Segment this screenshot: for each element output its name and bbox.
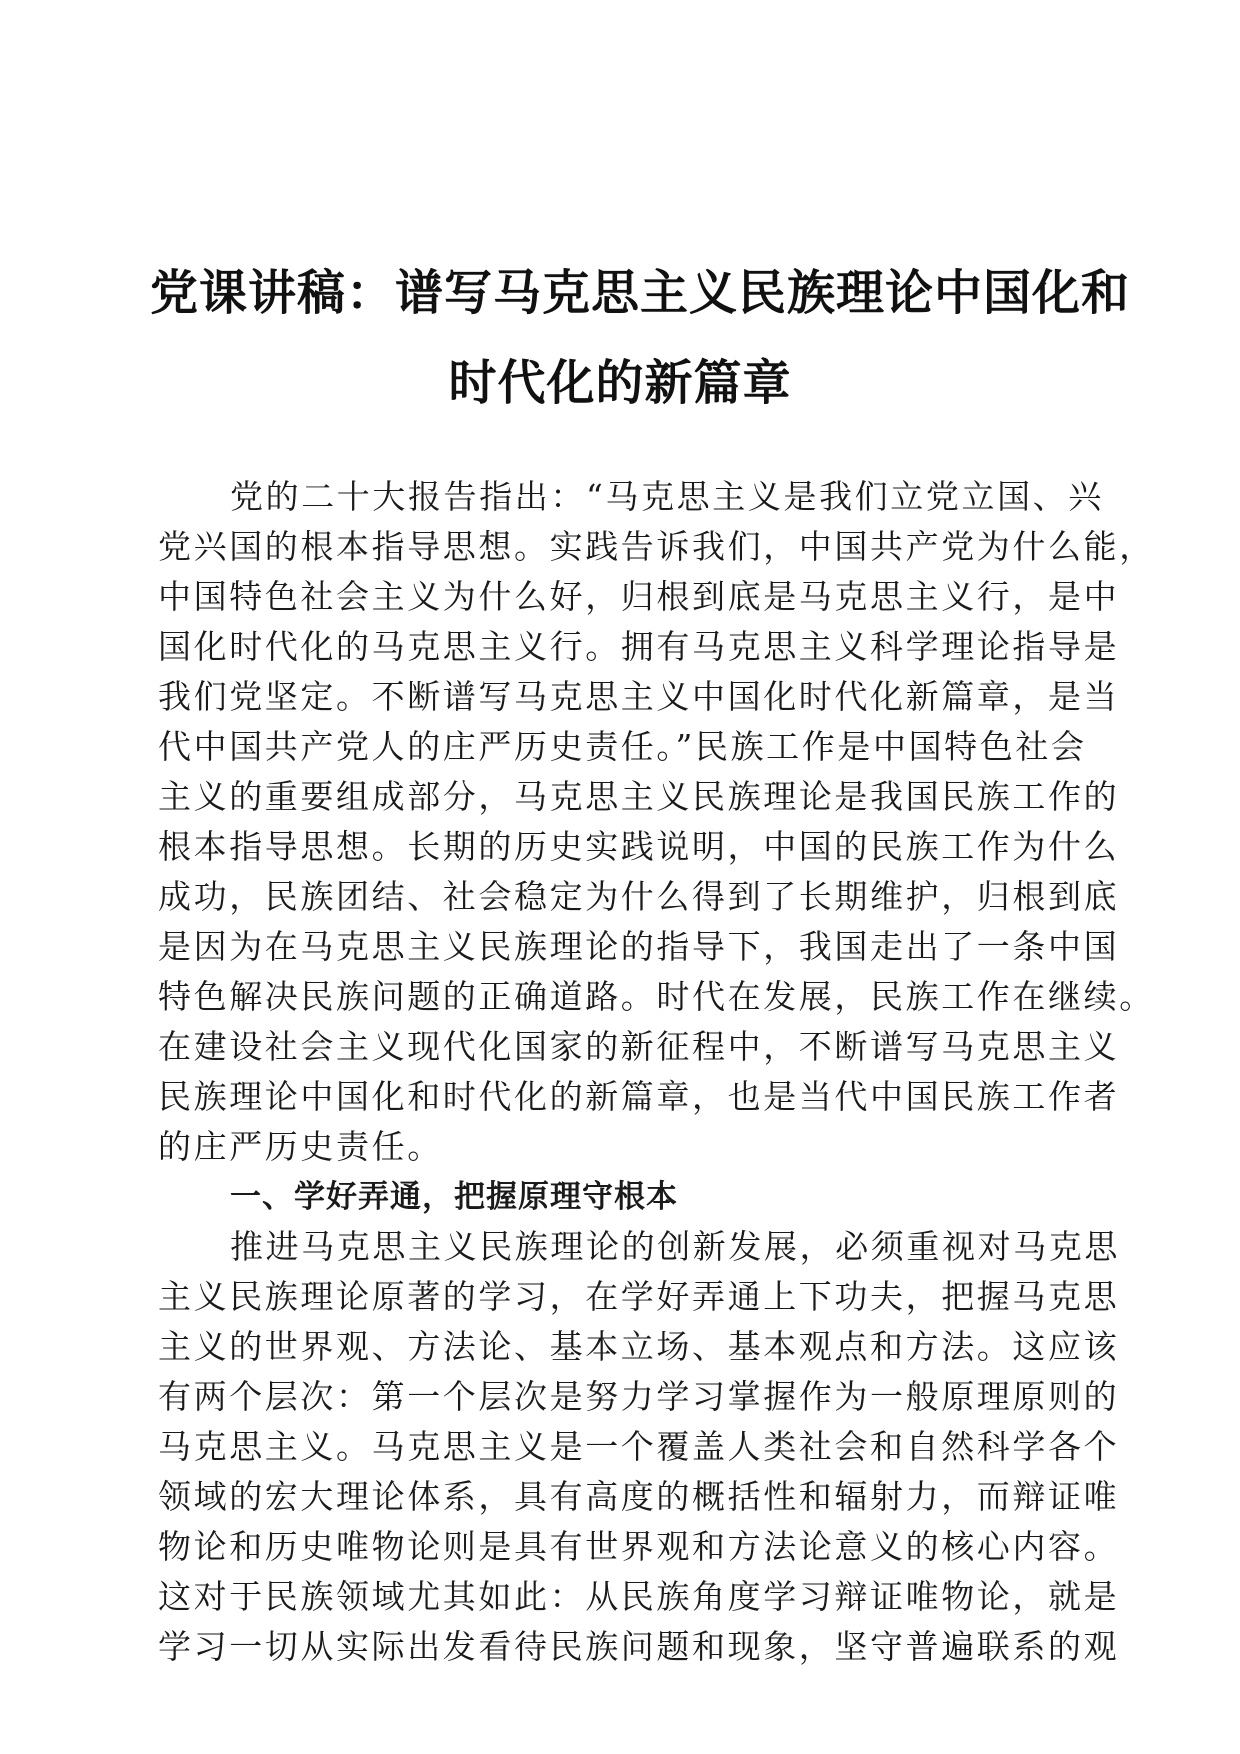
paragraph-1-line: 根本指导思想。长期的历史实践说明，中国的民族工作为什么 xyxy=(158,827,1120,866)
paragraph-2-line: 物论和历史唯物论则是具有世界观和方法论意义的核心内容。 xyxy=(158,1527,1120,1566)
paragraph-2-line: 马克思主义。马克思主义是一个覆盖人类社会和自然科学各个 xyxy=(158,1427,1120,1466)
paragraph-1-line: 主义的重要组成部分，马克思主义民族理论是我国民族工作的 xyxy=(158,777,1120,816)
paragraph-1-line: 特色解决民族问题的正确道路。时代在发展，民族工作在继续。 xyxy=(158,977,1155,1016)
paragraph-1-line: 在建设社会主义现代化国家的新征程中，不断谱写马克思主义 xyxy=(158,1027,1120,1066)
paragraph-1-line: 成功，民族团结、社会稳定为什么得到了长期维护，归根到底 xyxy=(158,877,1120,916)
paragraph-2-line: 这对于民族领域尤其如此：从民族角度学习辩证唯物论，就是 xyxy=(158,1577,1120,1616)
section-heading-1: 一、学好弄通，把握原理守根本 xyxy=(230,1179,678,1215)
paragraph-2-line: 主义的世界观、方法论、基本立场、基本观点和方法。这应该 xyxy=(158,1327,1120,1366)
paragraph-1-line: 党的二十大报告指出：“马克思主义是我们立党立国、兴 xyxy=(230,477,1104,516)
paragraph-1-line: 代中国共产党人的庄严历史责任。”民族工作是中国特色社会 xyxy=(158,727,1087,766)
paragraph-2-line: 推进马克思主义民族理论的创新发展，必须重视对马克思 xyxy=(230,1227,1120,1266)
paragraph-2-line: 有两个层次：第一个层次是努力学习掌握作为一般原理原则的 xyxy=(158,1377,1120,1416)
paragraph-1-line: 党兴国的根本指导思想。实践告诉我们，中国共产党为什么能， xyxy=(158,527,1155,566)
paragraph-2-line: 主义民族理论原著的学习，在学好弄通上下功夫，把握马克思 xyxy=(158,1277,1120,1316)
paragraph-1-line: 国化时代化的马克思主义行。拥有马克思主义科学理论指导是 xyxy=(158,627,1120,666)
title-line-2: 时代化的新篇章 xyxy=(448,355,792,411)
paragraph-2-line: 学习一切从实际出发看待民族问题和现象，坚守普遍联系的观 xyxy=(158,1627,1120,1666)
paragraph-1-line: 是因为在马克思主义民族理论的指导下，我国走出了一条中国 xyxy=(158,927,1120,966)
paragraph-2-line: 领域的宏大理论体系，具有高度的概括性和辐射力，而辩证唯 xyxy=(158,1477,1120,1516)
paragraph-1-line: 我们党坚定。不断谱写马克思主义中国化时代化新篇章，是当 xyxy=(158,677,1120,716)
title-line-1: 党课讲稿：谱写马克思主义民族理论中国化和 xyxy=(150,265,1131,321)
document-body xyxy=(158,472,1155,1672)
document-title xyxy=(150,248,1131,428)
paragraph-1-line: 民族理论中国化和时代化的新篇章，也是当代中国民族工作者 xyxy=(158,1077,1120,1116)
paragraph-1-line: 中国特色社会主义为什么好，归根到底是马克思主义行，是中 xyxy=(158,577,1120,616)
paragraph-1-line: 的庄严历史责任。 xyxy=(158,1127,443,1166)
